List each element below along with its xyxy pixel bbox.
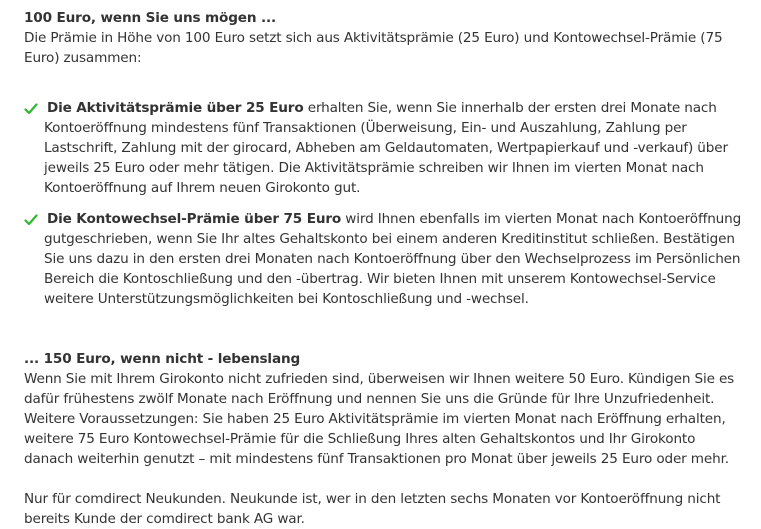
section-intro: Die Prämie in Höhe von 100 Euro setzt sich aus Aktivitätsprämie (25 Euro) und Kontowechsel-Prämie (75 Euro) zusammen: <box>24 30 723 66</box>
section-title-100-euro: 100 Euro, wenn Sie uns mögen ... <box>24 10 277 26</box>
section-body: Wenn Sie mit Ihrem Girokonto nicht zufrieden sind, überweisen wir Ihnen weitere 50 Euro. Kündigen Sie es dafür frühestens zwölf Monate nach Eröffnung und nennen Sie uns die Gründe für Ihre Unzufriedenheit. Weitere Voraussetzungen: Sie haben 25 Euro Aktivitätsprämie im vierten Monat nach Eröffnung erhalten, weitere 75 Euro Kontowechsel-Prämie für die Schließung Ihres alten Gehaltskontos und Ihr Girokonto danach weiterhin genutzt – mit mindestens fünf Transaktionen pro Monat über jeweils 25 Euro oder mehr. <box>24 371 735 467</box>
list-item-switch-bonus <box>24 209 744 309</box>
bonus-list <box>24 98 761 309</box>
check-icon <box>24 103 38 115</box>
footer-note: Nur für comdirect Neukunden. Neukunde ist, wer in den letzten sechs Monaten vor Kontoeröffnung nicht bereits Kunde der comdirect bank AG war. <box>24 491 721 527</box>
list-item-activity-bonus <box>24 98 744 198</box>
switch-bonus-heading: Die Kontowechsel-Prämie über 75 Euro <box>47 211 342 227</box>
activity-bonus-heading: Die Aktivitätsprämie über 25 Euro <box>47 100 304 116</box>
activity-bonus-text: erhalten Sie, wenn Sie innerhalb der ersten drei Monate nach Kontoeröffnung mindestens fünf Transaktionen (Überweisung, Ein- und Auszahlung, Zahlung per Lastschrift, Zahlung mit der girocard, Abheben am Geldautomaten, Wertpapierkauf und -verkauf) über jeweils 25 Euro oder mehr tätigen. Die Aktivitätsprämie schreiben wir Ihnen im vierten Monat nach Kontoeröffnung auf Ihrem neuen Girokonto gut. <box>44 100 728 196</box>
section-title-150-euro: ... 150 Euro, wenn nicht - lebenslang <box>24 351 301 367</box>
check-icon <box>24 214 38 226</box>
switch-bonus-text: wird Ihnen ebenfalls im vierten Monat nach Kontoeröffnung gutgeschrieben, wenn Sie Ihr altes Gehaltskonto bei einem anderen Kreditinstitut schließen. Bestätigen Sie uns dazu in den ersten drei Monaten nach Kontoeröffnung über den Wechselprozess im Persönlichen Bereich die Kontoschließung und den -übertrag. Wir bieten Ihnen mit unserem Kontowechsel-Service weitere Unterstützungsmöglichkeiten bei Kontoschließung und -wechsel. <box>44 211 742 307</box>
